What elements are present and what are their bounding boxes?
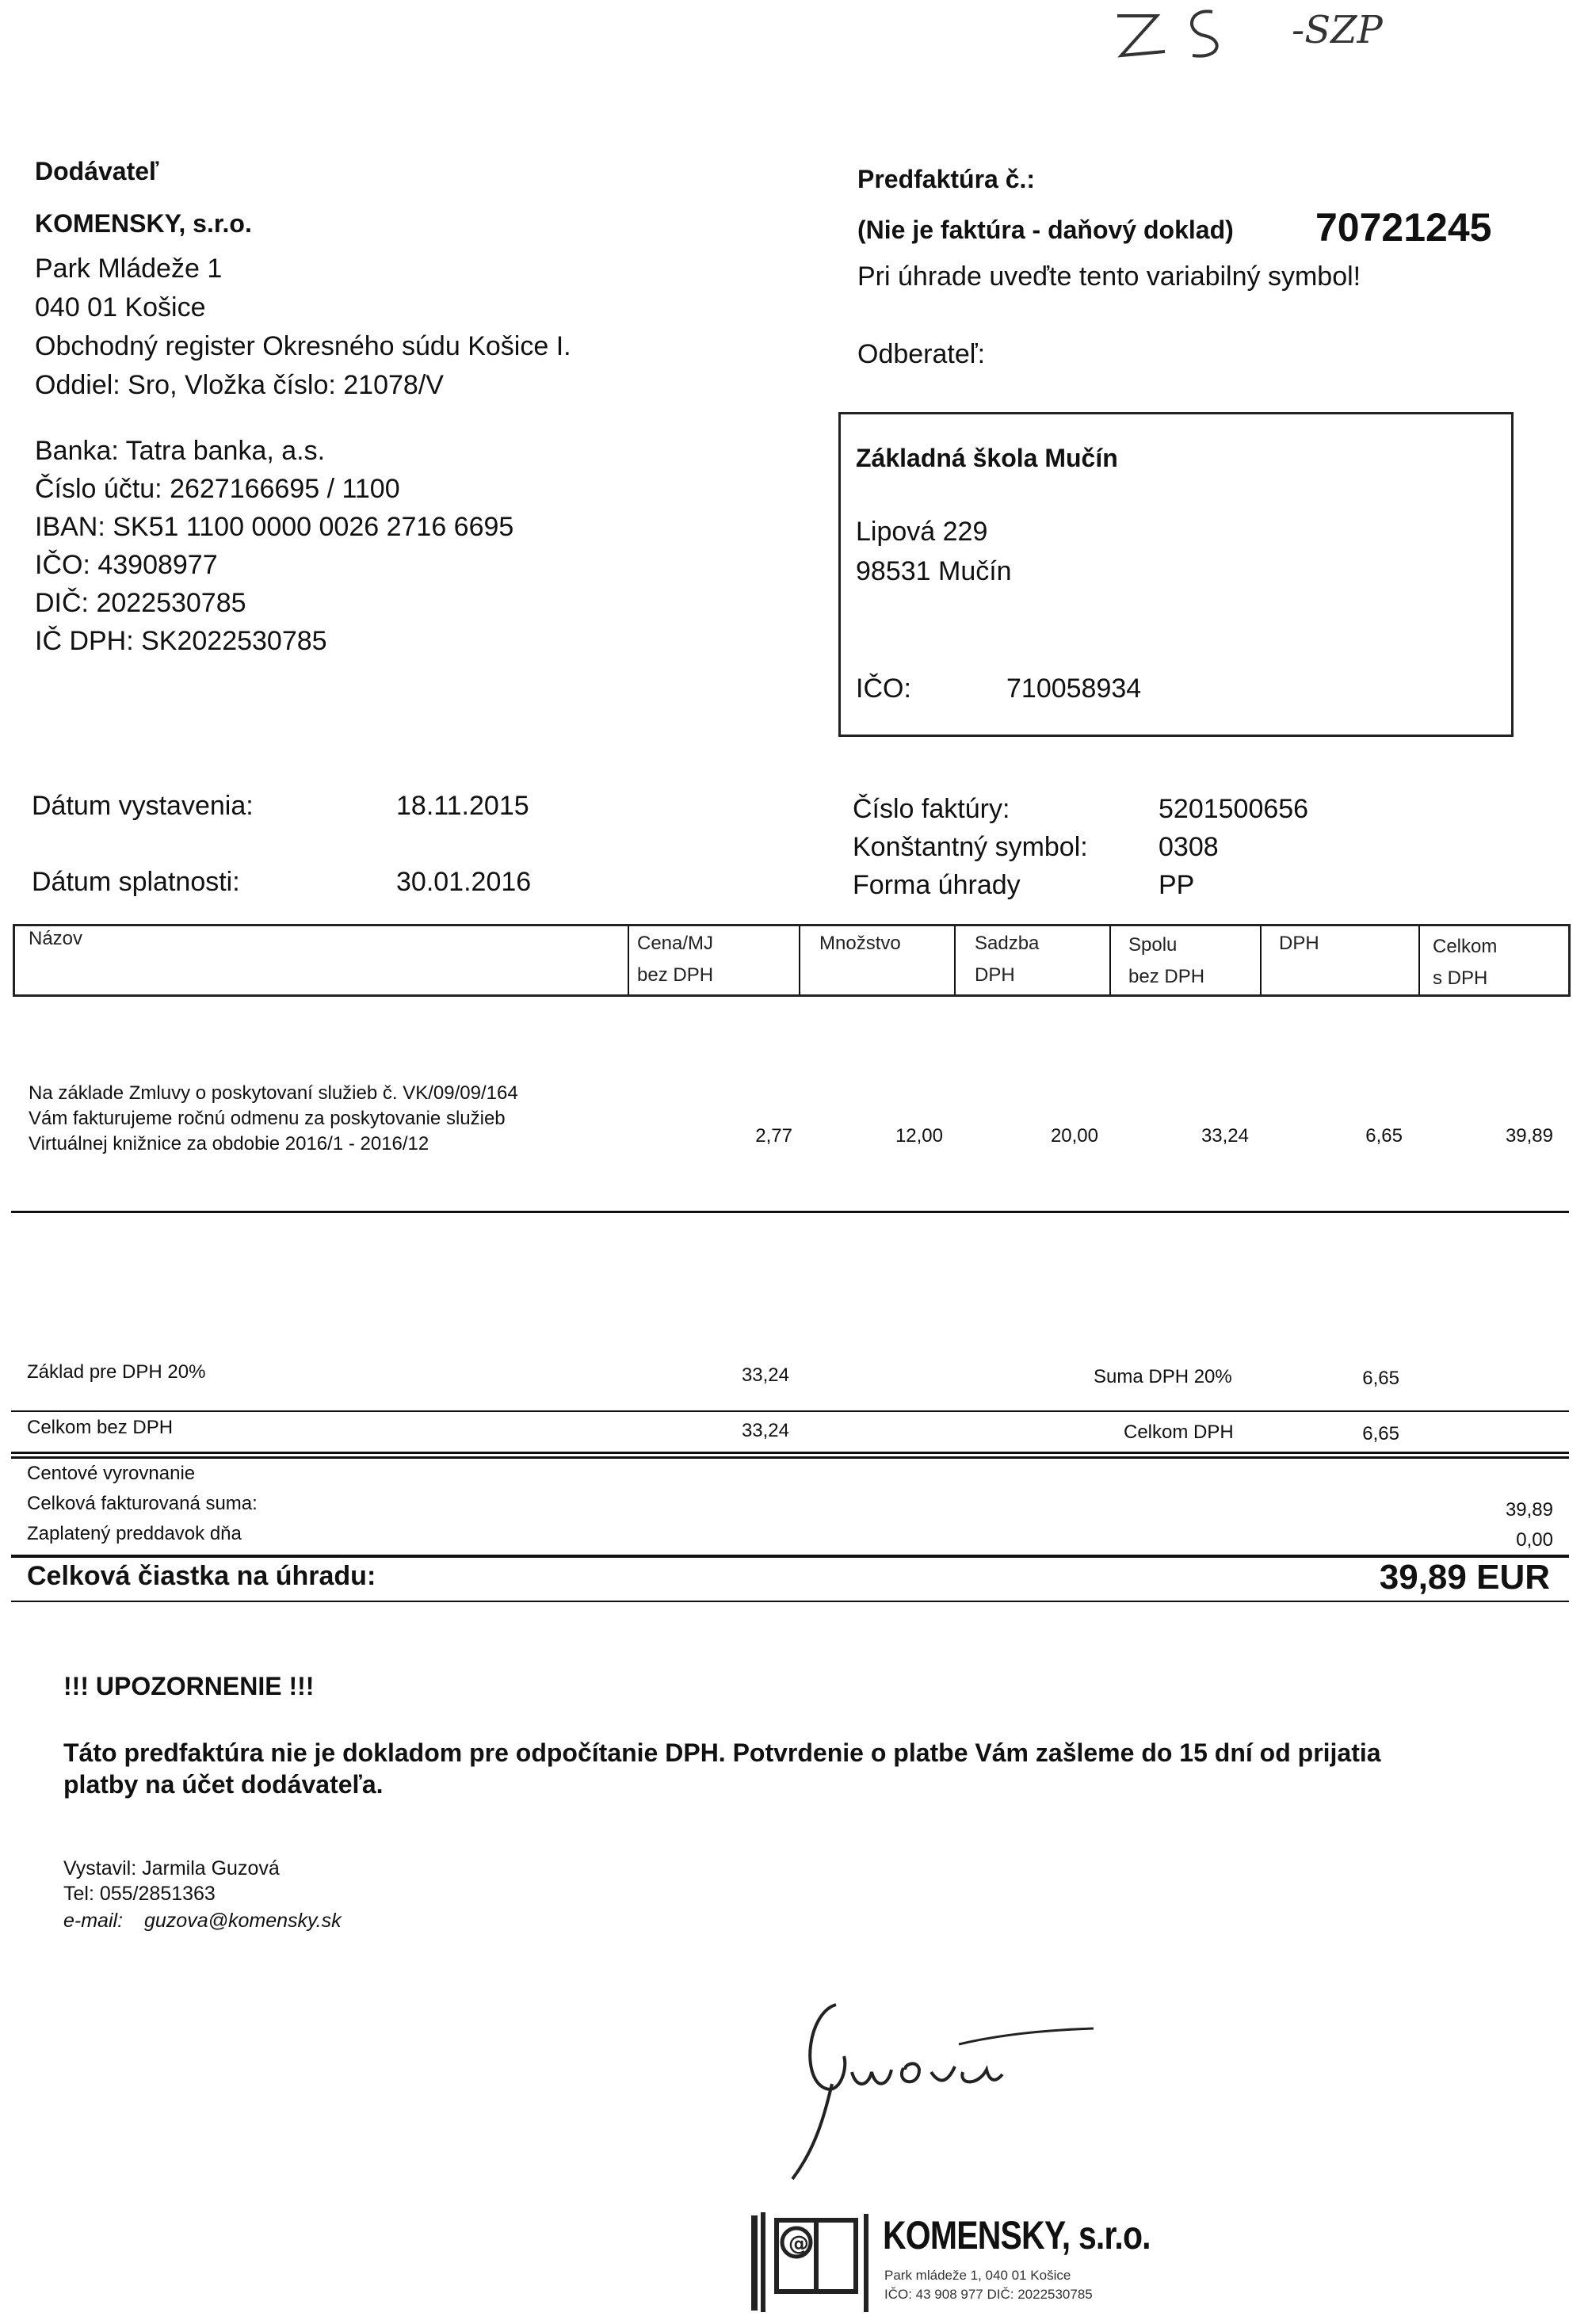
vat-sum-label: Suma DPH 20% — [1094, 1366, 1232, 1387]
supplier-address2: 040 01 Košice — [35, 292, 206, 322]
issuer-tel: Tel: 055/2851363 — [63, 1883, 216, 1905]
due-label: Dátum splatnosti: — [32, 867, 240, 897]
supplier-bank: Banka: Tatra banka, a.s. — [35, 436, 326, 466]
issuer-email: guzova@komensky.sk — [144, 1910, 342, 1932]
supplier-name: KOMENSKY, s.r.o. — [35, 209, 252, 238]
header-gross-sub: s DPH — [1433, 967, 1488, 989]
variable-symbol-note: Pri úhrade uveďte tento variabilný symbol! — [857, 261, 1361, 292]
summary-double-line-top — [11, 1452, 1569, 1454]
total-value: 39,89 EUR — [1379, 1558, 1550, 1597]
supplier-register: Obchodný register Okresného súdu Košice I. — [35, 331, 571, 361]
supplier-heading: Dodávateľ — [35, 157, 159, 185]
row-vat: 6,65 — [1365, 1125, 1403, 1147]
supplier-section: Oddiel: Sro, Vložka číslo: 21078/V — [35, 370, 444, 400]
supplier-ico: IČO: 43908977 — [35, 550, 218, 580]
invoiced-value: 39,89 — [1505, 1499, 1553, 1521]
stamp-ids: IČO: 43 908 977 DIČ: 2022530785 — [884, 2287, 1093, 2302]
issued-by: Vystavil: Jarmila Guzová — [63, 1857, 280, 1879]
header-total-sub: bez DPH — [1128, 966, 1205, 987]
header-name: Názov — [29, 928, 83, 949]
company-stamp — [737, 2204, 1181, 2323]
col-divider — [1260, 926, 1262, 994]
due-value: 30.01.2016 — [396, 867, 532, 897]
row-separator — [11, 1211, 1569, 1213]
customer-ico-value: 710058934 — [1006, 674, 1142, 704]
stamp-address: Park mládeže 1, 040 01 Košice — [884, 2268, 1071, 2283]
issuer-email-label: e-mail: — [63, 1910, 124, 1932]
row-desc-line2: Vám fakturujeme ročnú odmenu za poskytovanie služieb — [29, 1108, 506, 1129]
row-gross: 39,89 — [1505, 1125, 1553, 1147]
stamp-logo-icon — [737, 2204, 880, 2323]
customer-heading: Odberateľ: — [857, 339, 986, 369]
table-header — [13, 924, 1571, 997]
warning-text-line2: platby na účet dodávateľa. — [63, 1770, 384, 1799]
invoice-no-value: 5201500656 — [1159, 794, 1309, 824]
header-unit-price: Cena/MJ — [637, 933, 714, 954]
payment-form-value: PP — [1159, 870, 1195, 900]
total-bottom-line — [11, 1601, 1569, 1602]
header-rate: Sadzba — [975, 933, 1040, 954]
customer-ico-label: IČO: — [856, 674, 911, 704]
header-gross: Celkom — [1433, 936, 1498, 957]
vat-total-value: 6,65 — [1362, 1423, 1399, 1444]
customer-address2: 98531 Mučín — [856, 556, 1012, 586]
invoice-title: Predfaktúra č.: — [857, 165, 1036, 193]
prepaid-value: 0,00 — [1516, 1529, 1553, 1551]
const-symbol-value: 0308 — [1159, 832, 1219, 862]
summary-separator — [11, 1410, 1569, 1412]
base-value: 33,24 — [741, 1364, 789, 1386]
row-unit-price: 2,77 — [755, 1125, 792, 1147]
supplier-account: Číslo účtu: 2627166695 / 1100 — [35, 474, 400, 504]
stamp-company-name: KOMENSKY, s.r.o. — [883, 2213, 1151, 2257]
col-divider — [954, 926, 956, 994]
col-divider — [1109, 926, 1111, 994]
vat-total-label: Celkom DPH — [1124, 1421, 1234, 1443]
supplier-address1: Park Mládeže 1 — [35, 254, 223, 284]
col-divider — [799, 926, 800, 994]
header-vat: DPH — [1279, 933, 1319, 954]
header-unit-price-sub: bez DPH — [637, 964, 714, 986]
prepaid-label: Zaplatený preddavok dňa — [27, 1523, 242, 1544]
const-symbol-label: Konštantný symbol: — [853, 832, 1088, 862]
supplier-iban: IBAN: SK51 1100 0000 0026 2716 6695 — [35, 512, 514, 542]
total-label: Celková čiastka na úhradu: — [27, 1561, 376, 1591]
header-total: Spolu — [1128, 934, 1178, 956]
invoice-note: (Nie je faktúra - daňový doklad) — [857, 216, 1234, 244]
row-total: 33,24 — [1201, 1125, 1249, 1147]
rounding-label: Centové vyrovnanie — [27, 1463, 196, 1484]
issued-label: Dátum vystavenia: — [32, 791, 254, 821]
invoiced-label: Celková fakturovaná suma: — [27, 1493, 258, 1514]
net-label: Celkom bez DPH — [27, 1417, 174, 1438]
warning-title: !!! UPOZORNENIE !!! — [63, 1672, 315, 1700]
warning-text-line1: Táto predfaktúra nie je dokladom pre odpočítanie DPH. Potvrdenie o platbe Vám zašleme do 15 dní od prijatia — [63, 1738, 1381, 1767]
header-qty: Množstvo — [819, 933, 901, 954]
row-desc-line1: Na základe Zmluvy o poskytovaní služieb č. VK/09/09/164 — [29, 1082, 518, 1104]
vat-sum-value: 6,65 — [1362, 1368, 1399, 1389]
issued-value: 18.11.2015 — [396, 791, 529, 821]
row-qty: 12,00 — [895, 1125, 943, 1147]
col-divider — [628, 926, 629, 994]
supplier-icdph: IČ DPH: SK2022530785 — [35, 626, 327, 656]
invoice-number: 70721245 — [1315, 205, 1492, 250]
customer-name: Základná škola Mučín — [856, 444, 1118, 472]
svg-text:@: @ — [788, 2232, 809, 2256]
payment-form-label: Forma úhrady — [853, 870, 1021, 900]
invoice-no-label: Číslo faktúry: — [853, 794, 1010, 824]
net-value: 33,24 — [741, 1420, 789, 1441]
header-rate-sub: DPH — [975, 964, 1015, 986]
summary-double-line-bottom — [11, 1456, 1569, 1459]
col-divider — [1418, 926, 1420, 994]
supplier-dic: DIČ: 2022530785 — [35, 588, 246, 618]
handwritten-zs-drawing — [1101, 0, 1260, 63]
handwritten-mark-szp: -SZP — [1292, 8, 1383, 52]
row-desc-line3: Virtuálnej knižnice za obdobie 2016/1 - 2016/12 — [29, 1133, 429, 1154]
customer-address1: Lipová 229 — [856, 517, 988, 547]
row-rate: 20,00 — [1050, 1125, 1098, 1147]
handwritten-signature — [761, 1981, 1125, 2187]
base-label: Základ pre DPH 20% — [27, 1361, 206, 1383]
